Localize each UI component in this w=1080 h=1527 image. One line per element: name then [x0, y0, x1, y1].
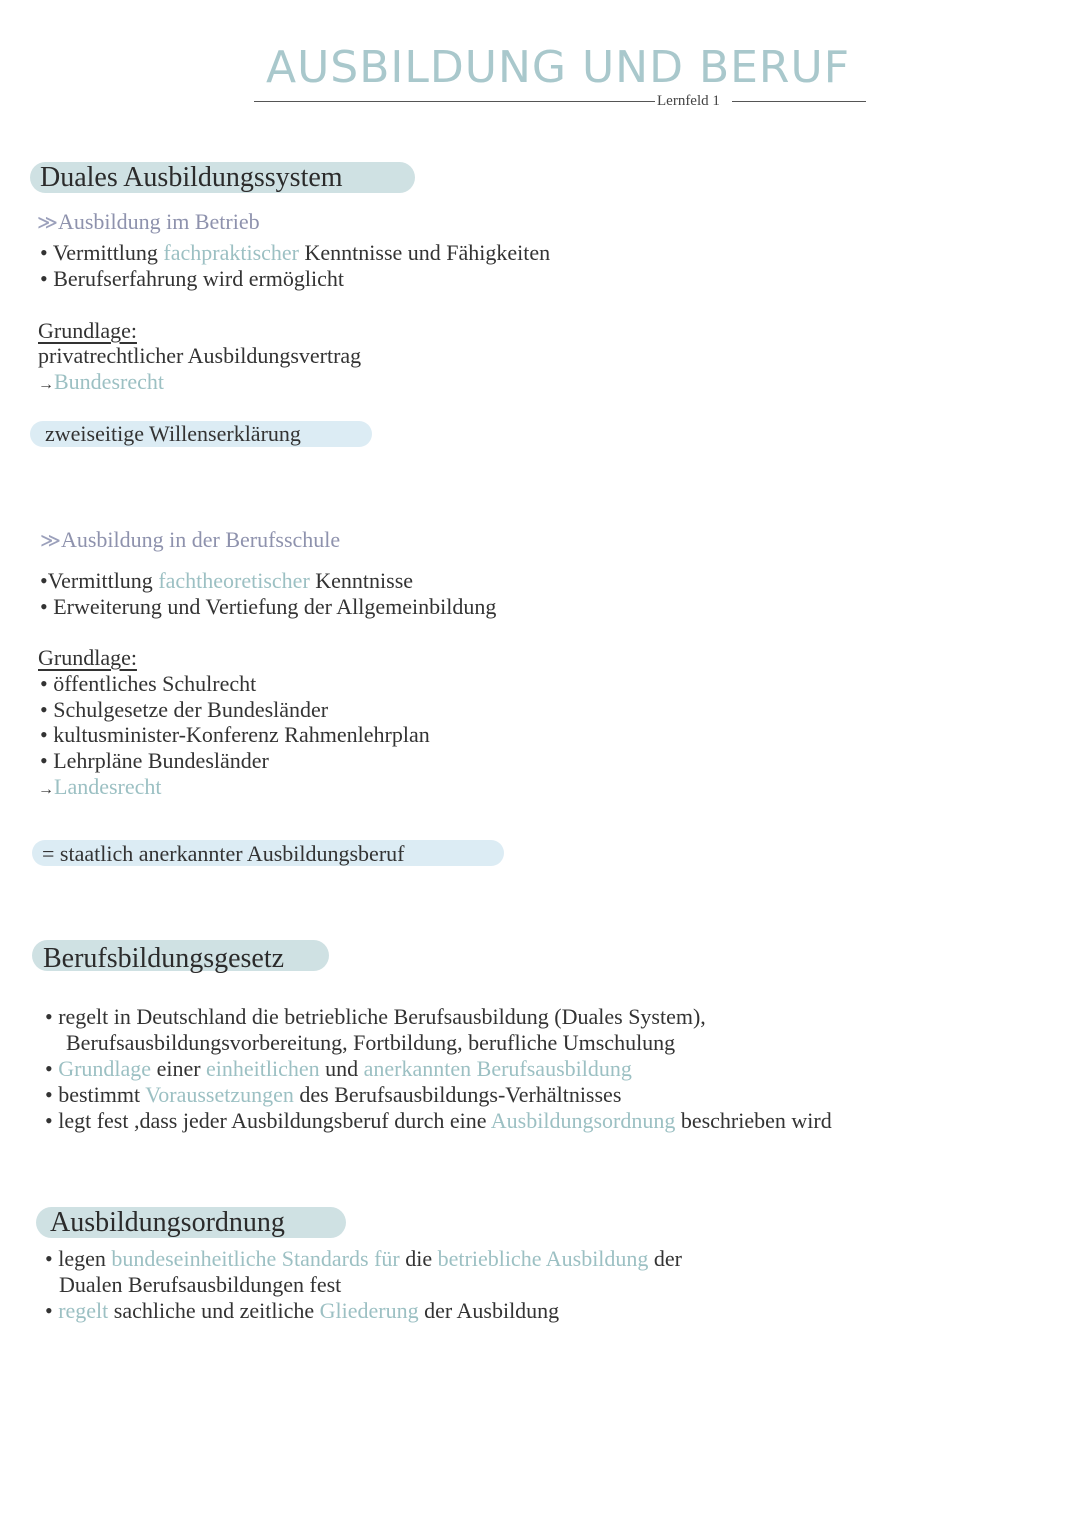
list-item-continuation: Dualen Berufsausbildungen fest: [59, 1272, 342, 1297]
accent-text: Grundlage: [58, 1056, 152, 1081]
text: legt fest ,dass jeder Ausbildungsberuf durch eine: [58, 1108, 487, 1133]
highlight-text: = staatlich anerkannter Ausbildungsberuf: [42, 841, 405, 866]
recht-line: [38, 774, 162, 803]
double-chevron-icon: ≫: [37, 212, 58, 234]
text: öffentliches Schulrecht: [53, 671, 257, 696]
text: und: [325, 1056, 359, 1081]
bullet-icon: •: [40, 748, 48, 773]
recht-line: [38, 369, 164, 398]
bullet-icon: •: [45, 1108, 53, 1133]
bullet-icon: •: [45, 1298, 53, 1323]
bullet-icon: •: [45, 1246, 53, 1271]
title-rule-left: [254, 101, 655, 102]
list-item: [40, 266, 344, 292]
text: der: [653, 1246, 683, 1271]
list-item-continuation: Berufsausbildungsvorbereitung, Fortbildung, berufliche Umschulung: [66, 1030, 676, 1055]
list-item: [45, 1108, 832, 1134]
page-subtitle: Lernfeld 1: [657, 93, 720, 109]
text: sachliche und zeitliche: [113, 1298, 315, 1323]
text: regelt in Deutschland die betriebliche Berufsausbildung (Duales System),: [58, 1004, 706, 1029]
list-item: [45, 1004, 706, 1030]
grundlage-label: Grundlage:: [38, 318, 137, 343]
list-item: [45, 1056, 632, 1082]
section-heading-bbig: Berufsbildungsgesetz: [43, 943, 285, 974]
bullet-icon: •: [45, 1056, 53, 1081]
section-heading-duales: Duales Ausbildungssystem: [40, 162, 343, 193]
list-item: [40, 568, 413, 594]
arrow-icon: →: [38, 376, 54, 393]
text: Berufserfahrung wird ermöglicht: [53, 266, 344, 291]
accent-text: betriebliche Ausbildung: [437, 1246, 649, 1271]
text: Vermittlung: [47, 568, 153, 593]
text: kultusminister-Konferenz Rahmenlehrplan: [53, 722, 430, 747]
subheading-schule: [40, 527, 340, 554]
text: Erweiterung und Vertiefung der Allgemeinbildung: [53, 594, 497, 619]
list-item: [40, 594, 496, 620]
text: legen: [58, 1246, 106, 1271]
recht-text: Landesrecht: [54, 774, 162, 799]
accent-text: bundeseinheitliche Standards für: [111, 1246, 400, 1271]
accent-text: einheitlichen: [206, 1056, 320, 1081]
bullet-icon: •: [45, 1004, 53, 1029]
bullet-icon: •: [40, 266, 48, 291]
text: einer: [156, 1056, 201, 1081]
list-item: [40, 240, 550, 266]
bullet-icon: •: [40, 671, 48, 696]
list-item: [45, 1246, 682, 1272]
subheading-text: Ausbildung in der Berufsschule: [60, 527, 341, 552]
accent-text: fachtheoretischer: [158, 568, 310, 593]
bullet-icon: •: [45, 1082, 53, 1107]
text: bestimmt: [58, 1082, 141, 1107]
grundlage-text: privatrechtlicher Ausbildungsvertrag: [38, 343, 362, 368]
bullet-icon: •: [40, 568, 48, 593]
accent-text: anerkannten Berufsausbildung: [363, 1056, 632, 1081]
subheading-text: Ausbildung im Betrieb: [57, 209, 260, 234]
text: Kenntnisse: [315, 568, 414, 593]
recht-text: Bundesrecht: [54, 369, 164, 394]
list-item: [40, 748, 269, 774]
list-item: [40, 697, 328, 723]
grundlage-label: Grundlage:: [38, 645, 137, 670]
text: die: [405, 1246, 433, 1271]
accent-text: Gliederung: [319, 1298, 419, 1323]
list-item: [40, 671, 256, 697]
bullet-icon: •: [40, 240, 48, 265]
double-chevron-icon: ≫: [40, 530, 61, 552]
accent-text: Ausbildungsordnung: [490, 1108, 676, 1133]
list-item: [45, 1298, 559, 1324]
list-item: [45, 1082, 621, 1108]
accent-text: fachpraktischer: [163, 240, 300, 265]
list-item: [40, 722, 430, 748]
section-heading-ao: Ausbildungsordnung: [50, 1207, 285, 1238]
bullet-icon: •: [40, 697, 48, 722]
text: Vermittlung: [52, 240, 158, 265]
accent-text: regelt: [58, 1298, 109, 1323]
text: Lehrpläne Bundesländer: [53, 748, 269, 773]
text: beschrieben wird: [680, 1108, 832, 1133]
title-rule-right: [732, 101, 866, 102]
bullet-icon: •: [40, 722, 48, 747]
text: des Berufsausbildungs-Verhältnisses: [299, 1082, 622, 1107]
text: Kenntnisse und Fähigkeiten: [304, 240, 551, 265]
subheading-betrieb: [37, 209, 260, 236]
bullet-icon: •: [40, 594, 48, 619]
text: der Ausbildung: [424, 1298, 560, 1323]
text: Schulgesetze der Bundesländer: [53, 697, 329, 722]
page-title: AUSBILDUNG UND BERUF: [265, 42, 851, 93]
accent-text: Voraussetzungen: [145, 1082, 294, 1107]
arrow-icon: →: [38, 781, 54, 798]
highlight-text: zweiseitige Willenserklärung: [45, 421, 301, 446]
